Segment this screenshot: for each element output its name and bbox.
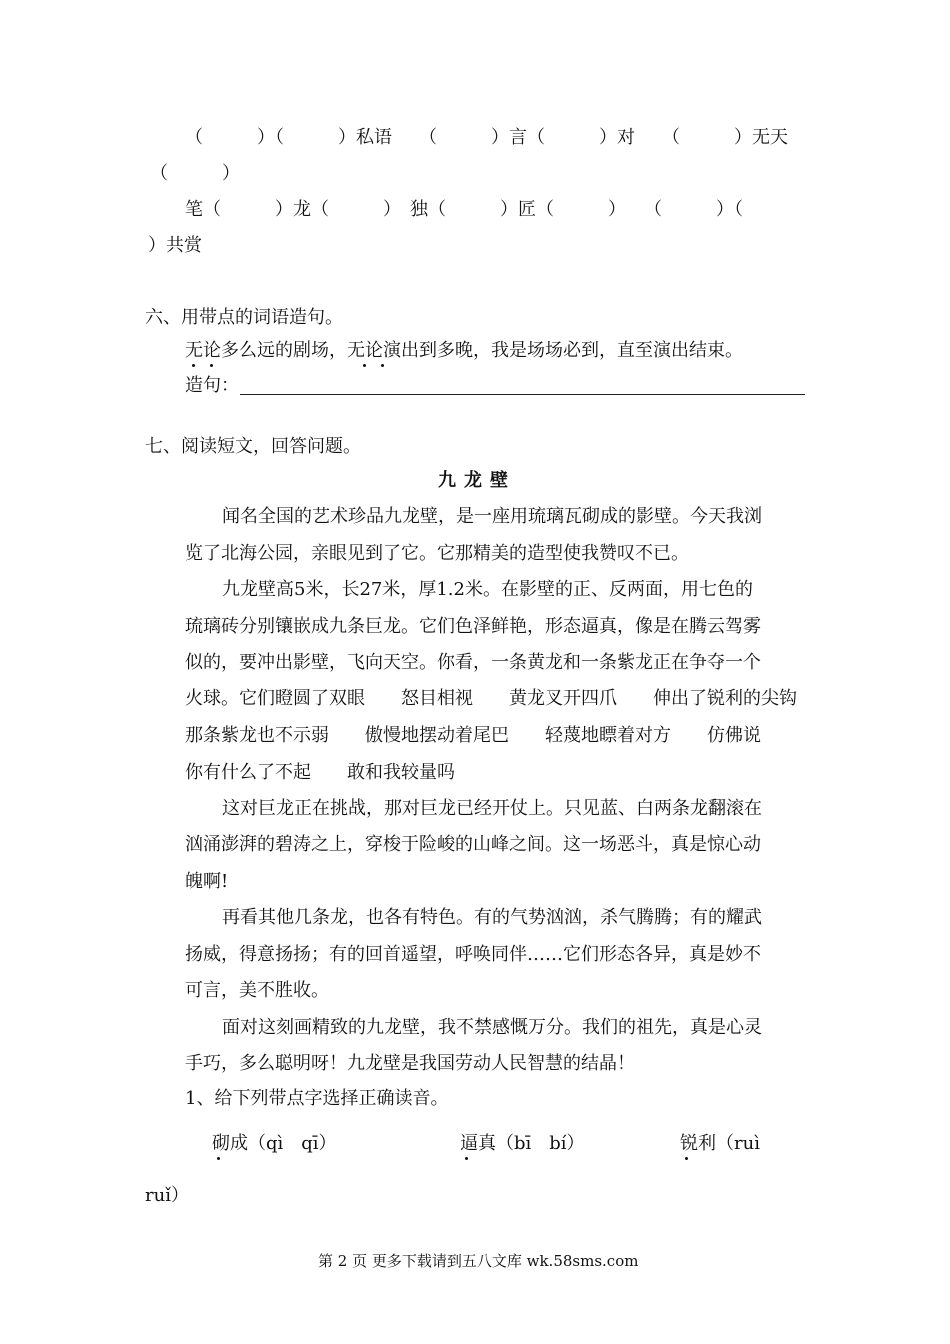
section-7-heading: 七、阅读短文，回答问题。 <box>145 436 361 457</box>
fill-in-row-1: （ ）（ ）私语 （ ）言（ ）对 （ ）无天 <box>185 127 788 148</box>
fill-in-row-2-wrap: ）共赏 <box>148 235 202 256</box>
emphasis-dot <box>465 1157 468 1160</box>
passage-line: 闻名全国的艺术珍品九龙壁，是一座用琉璃瓦砌成的影壁。今天我浏 <box>222 506 762 527</box>
sentence-prompt: 造句： <box>185 375 239 396</box>
section-6-heading: 六、用带点的词语造句。 <box>145 307 343 328</box>
pron-item-3-wrap: ruǐ） <box>145 1185 189 1206</box>
emphasis-dot <box>217 1157 220 1160</box>
page-footer: 第 2 页 更多下载请到五八文库 wk.58sms.com <box>318 1252 639 1270</box>
answer-line <box>240 394 805 395</box>
passage-line: 这对巨龙正在挑战，那对巨龙已经开仗上。只见蓝、白两条龙翻滚在 <box>222 798 762 819</box>
passage-line: 火球。它们瞪圆了双眼 怒目相视 黄龙叉开四爪 伸出了锐利的尖钩 <box>185 688 797 709</box>
passage-line: 琉璃砖分别镶嵌成九条巨龙。它们色泽鲜艳，形态逼真，像是在腾云驾雾 <box>185 616 761 637</box>
passage-line: 九龙壁高5米，长27米，厚1.2米。在影壁的正、反两面，用七色的 <box>222 579 753 600</box>
passage-line: 汹涌澎湃的碧涛之上，穿梭于险峻的山峰之间。这一场恶斗，真是惊心动 <box>185 834 761 855</box>
passage-line: 扬威，得意扬扬；有的回首遥望，呼唤同伴……它们形态各异，真是妙不 <box>185 944 761 965</box>
fill-in-row-1-wrap: （ ） <box>150 163 240 184</box>
passage-line: 你有什么了不起 敢和我较量吗 <box>185 762 455 783</box>
pron-item-2: 逼真（bī bí） <box>460 1133 585 1154</box>
passage-line: 览了北海公园，亲眼见到了它。它那精美的造型使我赞叹不已。 <box>185 543 689 564</box>
passage-line: 手巧，多么聪明呀！九龙壁是我国劳动人民智慧的结晶！ <box>185 1053 635 1074</box>
section-6-example: 无论多么远的剧场，无论演出到多晚，我是场场必到，直至演出结束。 <box>185 340 743 361</box>
passage-line: 似的，要冲出影壁，飞向天空。你看，一条黄龙和一条紫龙正在争夺一个 <box>185 652 761 673</box>
fill-in-row-2: 笔（ ）龙（ ） 独（ ）匠（ ） （ ）（ <box>185 199 743 220</box>
question-1: 1、给下列带点字选择正确读音。 <box>185 1088 449 1109</box>
passage-line: 可言，美不胜收。 <box>185 980 329 1001</box>
passage-line: 面对这刻画精致的九龙壁，我不禁感慨万分。我们的祖先，真是心灵 <box>222 1017 762 1038</box>
passage-line: 那条紫龙也不示弱 傲慢地摆动着尾巴 轻蔑地瞟着对方 仿佛说 <box>185 725 761 746</box>
emphasis-dot <box>363 364 366 367</box>
passage-line: 再看其他几条龙，也各有特色。有的气势汹汹，杀气腾腾；有的耀武 <box>222 907 762 928</box>
emphasis-dot <box>381 364 384 367</box>
passage-line: 魄啊! <box>185 871 229 892</box>
pron-item-1: 砌成（qì qī） <box>212 1133 337 1154</box>
pron-item-3: 锐利（ruì <box>680 1133 760 1154</box>
emphasis-dot <box>192 364 195 367</box>
passage-title: 九龙壁 <box>438 470 516 491</box>
emphasis-dot <box>685 1157 688 1160</box>
emphasis-dot <box>210 364 213 367</box>
